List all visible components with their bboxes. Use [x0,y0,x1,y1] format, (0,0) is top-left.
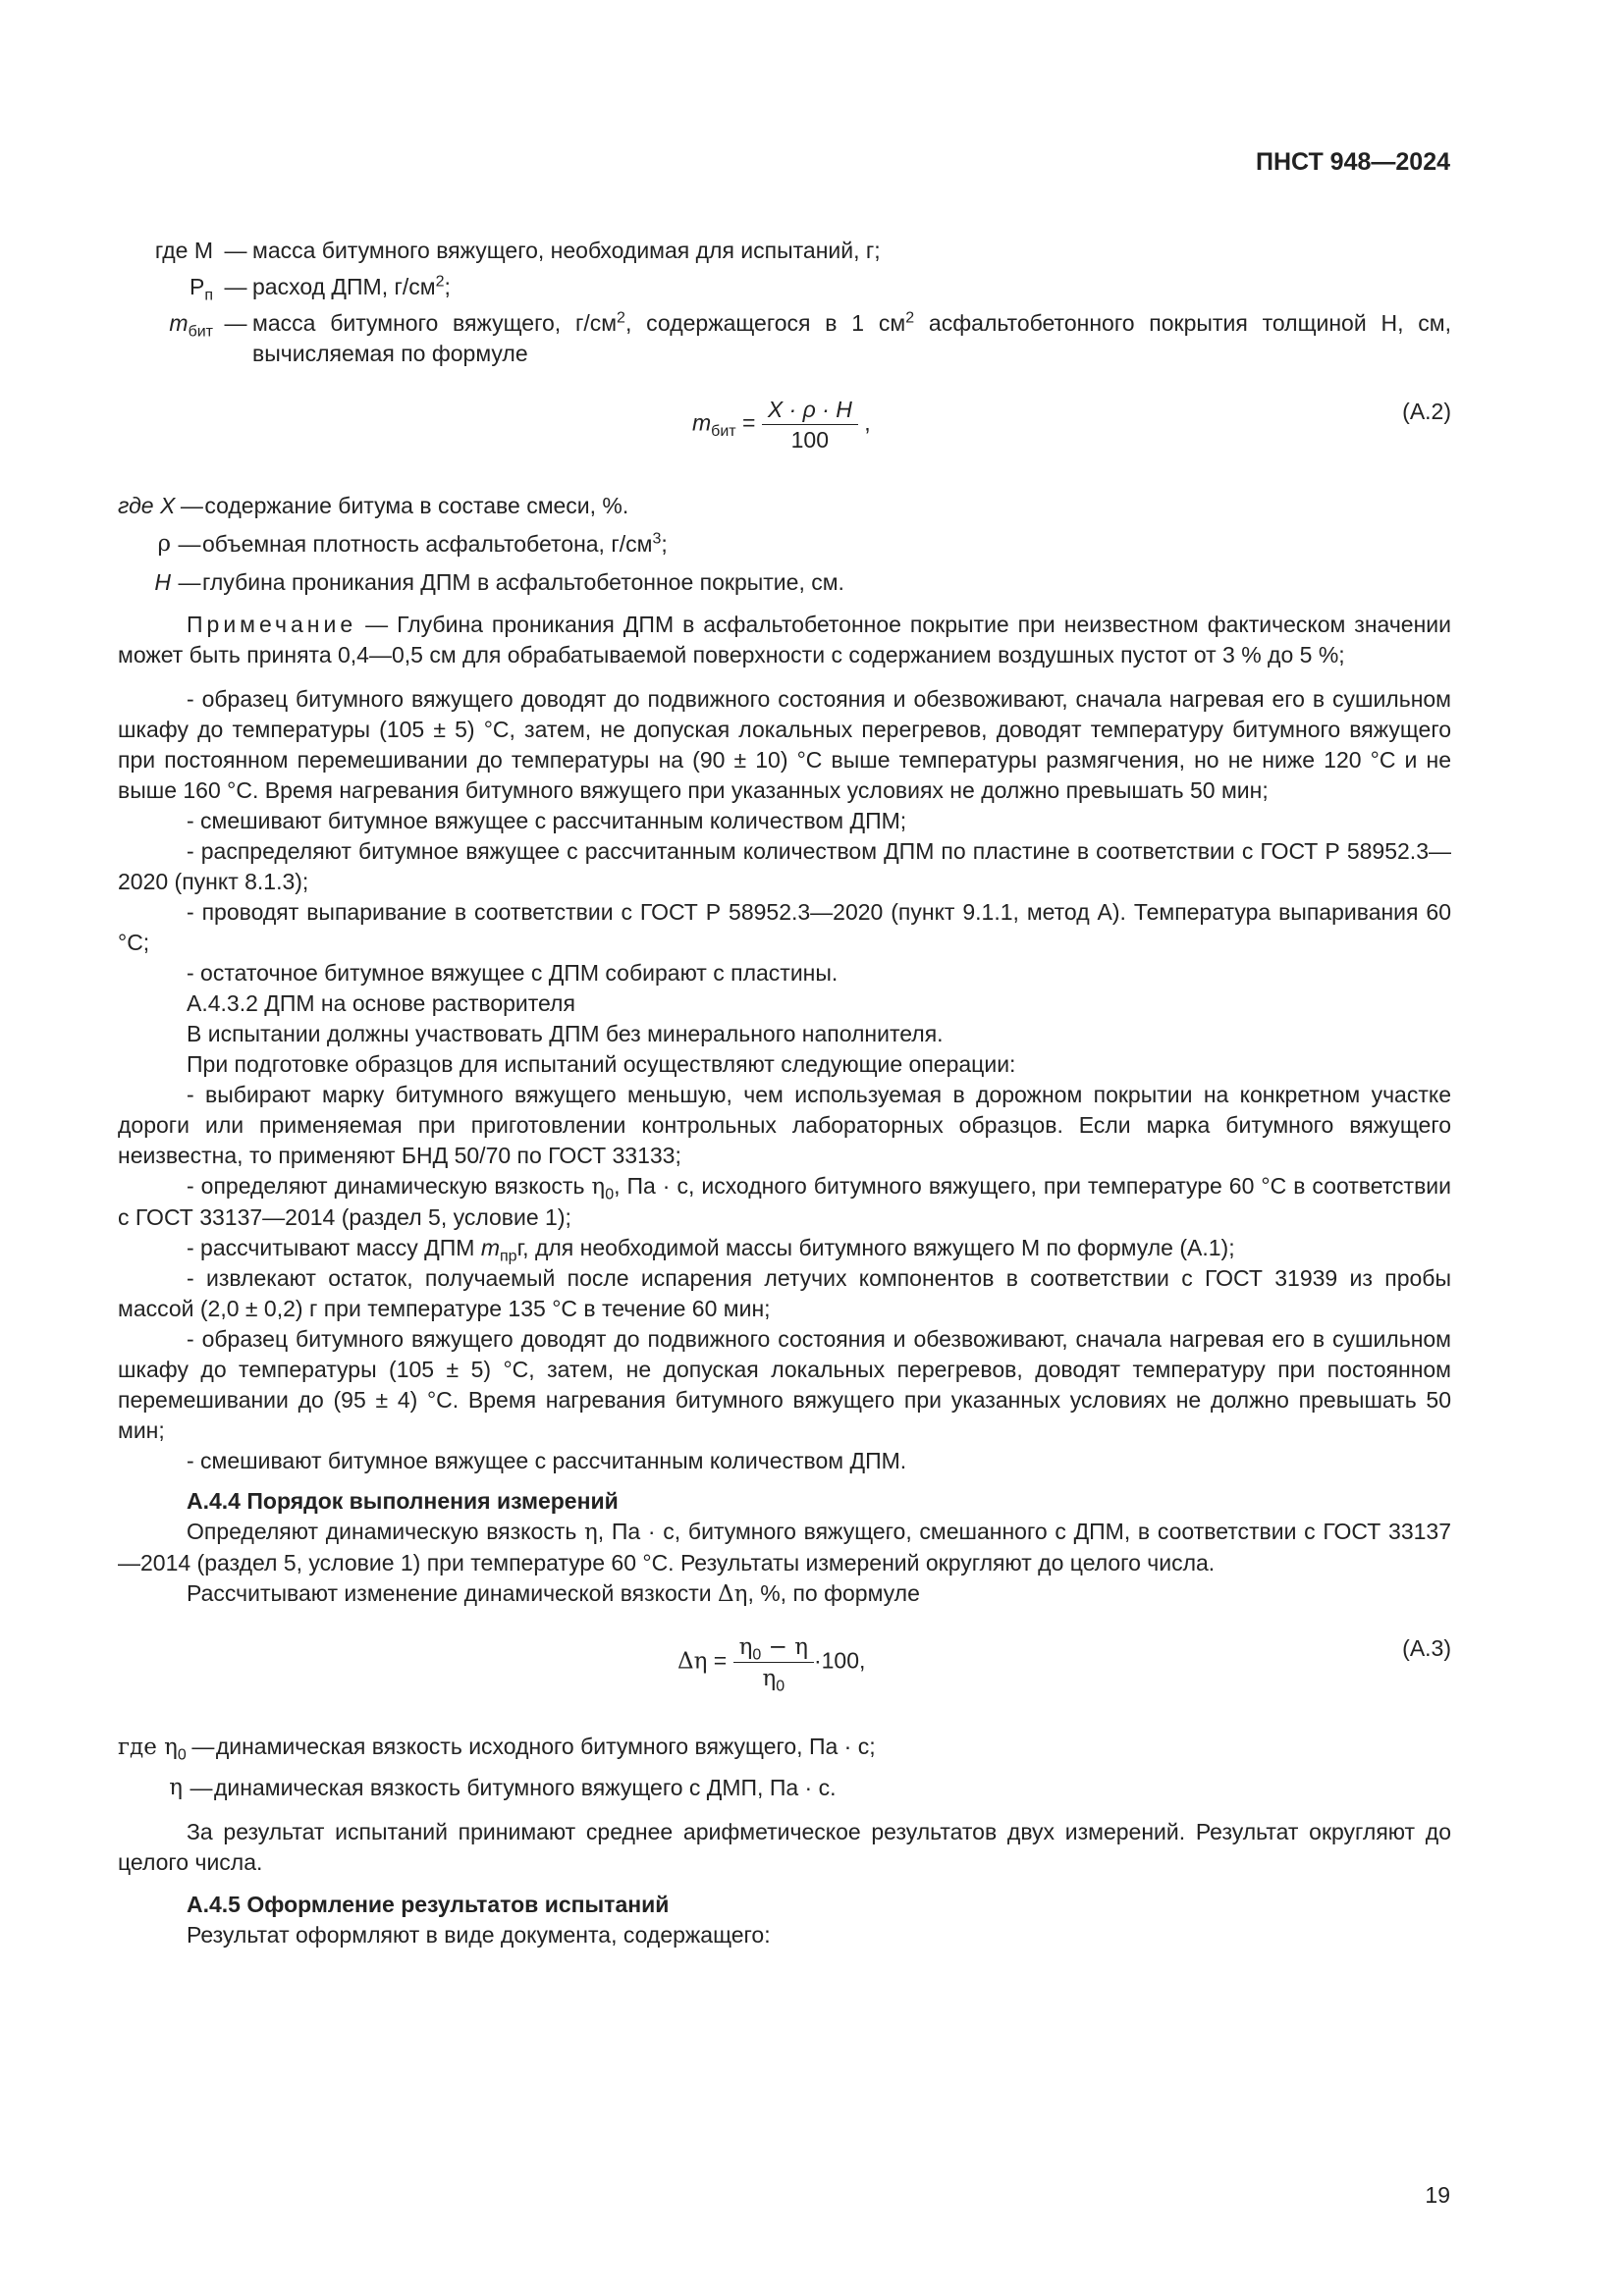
definition-text: объемная плотность асфальтобетона, $г/см^3$; [202,530,668,557]
section-paragraph: Результат оформляют в виде документа, содержащего: [187,1922,771,1948]
list-item: В испытании должны участвовать ДПМ без минерального наполнителя. [187,1021,944,1046]
list-item: - образец битумного вяжущего доводят до подвижного состояния и обезвоживают, сначала нагревая его в сушильном шкафу до температуры (105 ± 5) °С, затем, не допуская локальных перегревов, доводят температуру битумного вяжущего при постоянном перемешивании до температуры на (90 ± 10) °С выше температуры размягчения, но не ниже 120 °С и не выше 160 °С. Время нагревания битумного вяжущего при указанных условиях не должно превышать 50 мин; [118,686,1451,803]
list-item: - распределяют битумное вяжущее с рассчитанным количеством ДПМ по пластине в соответствии с ГОСТ Р 58952.3—2020 (пункт 8.1.3); [118,838,1451,894]
fraction: $\frac{X \cdot \rho \cdot H}{100}$ [762,395,858,454]
list-item: - проводят выпаривание в соответствии с ГОСТ Р 58952.3—2020 (пункт 9.1.1, метод А). Температура выпаривания 60 °С; [118,899,1451,955]
definition-symbol: η [169,1775,183,1800]
note-label: Примечание [187,612,357,637]
equation-number: (А.3) [1402,1635,1451,1661]
definition-item: η — динамическая вязкость битумного вяжущего с ДМП, Па · с. [118,1773,1451,1803]
definition-text: масса битумного вяжущего, $г/см^2$, содержащегося в 1 $см^2$ асфальтобетонного покрытия толщиной Н, см, вычисляемая по формуле [252,309,1451,366]
definition-text: расход ДПМ, $г/см^2$; [252,273,451,299]
equation-number: (А.2) [1402,399,1451,424]
definition-item [118,308,1451,369]
list-item: - определяют динамическую вязкость $\eta_0$, Па · с, исходного битумного вяжущего, при температуре 60 °С в соответствии с ГОСТ 33137—2014 (раздел 5, условие 1); [118,1173,1451,1230]
page-number: 19 [1425,2182,1450,2208]
definition-text: глубина проникания ДПМ в асфальтобетонное покрытие, см. [202,569,844,595]
list-item: - выбирают марку битумного вяжущего меньшую, чем используемая в дорожном покрытии на конкретном участке дороги или применяемая при приготовлении контрольных лабораторных образцов. Если марка битумного вяжущего неизвестна, то применяют БНД 50/70 по ГОСТ 33133; [118,1082,1451,1168]
definitions-block-1 [118,236,1451,369]
document-id-header: ПНСТ 948—2024 [1256,148,1450,176]
definition-item: где X — содержание битума в составе смеси, %. [118,491,1451,521]
definition-text: масса битумного вяжущего, необходимая для испытаний, г; [252,238,881,263]
definition-symbol: где X [118,493,176,518]
definition-text: содержание битума в составе смеси, %. [204,493,629,518]
list-item: - остаточное битумное вяжущее с ДПМ собирают с пластины. [187,960,839,986]
subsection-title: А.4.3.2 ДПМ на основе растворителя [187,990,575,1016]
formula-a3-expression: Δη = $\frac{\eta_0 - \eta}{\eta_0}$ ·100, [677,1631,865,1693]
section-a44 [118,1486,1451,1610]
definition-symbol: где М [154,238,213,263]
list-item: - рассчитывают массу ДПМ $m_{пр}г$, для необходимой массы битумного вяжущего М по формуле (А.1); [187,1235,1235,1265]
definitions-block-2 [118,491,1451,598]
note-text: — Глубина проникания ДПМ в асфальтобетонное покрытие при неизвестном фактическом значении может быть принята 0,4—0,5 см для обрабатываемой поверхности с содержанием воздушных пустот от 3 % до 5 %; [118,612,1451,667]
list-item: - извлекают остаток, получаемый после испарения летучих компонентов в соответствии с ГОСТ 31939 из пробы массой (2,0 ± 0,2) г при температуре 135 °С в течение 60 мин; [118,1265,1451,1321]
definition-item [118,236,1451,266]
definition-symbol: $m_{бит}$ [169,310,213,341]
definition-dash: — [224,310,247,336]
result-paragraph: За результат испытаний принимают среднее арифметическое результатов двух измерений. Результат округляют до целого числа. [118,1819,1451,1875]
list-item: - смешивают битумное вяжущее с рассчитанным количеством ДПМ; [187,808,907,833]
definition-dash: — [224,238,247,263]
definition-item: H — глубина проникания ДПМ в асфальтобетонное покрытие, см. [118,567,1451,598]
definition-text: динамическая вязкость исходного битумного вяжущего, Па · с; [215,1734,876,1759]
definition-item: где $\eta_0$ — динамическая вязкость исходного битумного вяжущего, Па · с; [118,1732,1451,1763]
formula-a3 [118,1628,1451,1722]
list-item: - смешивают битумное вяжущее с рассчитанным количеством ДПМ. [187,1448,907,1473]
definition-text: динамическая вязкость битумного вяжущего с ДМП, Па · с. [214,1775,837,1800]
formula-a2 [118,391,1451,479]
section-a45 [118,1890,1451,1950]
definitions-block-3 [118,1732,1451,1803]
definition-item: ρ — объемная плотность асфальтобетона, $г/см^3$; [118,529,1451,560]
section-heading: А.4.5 Оформление результатов испытаний [187,1892,670,1917]
list-item: - образец битумного вяжущего доводят до подвижного состояния и обезвоживают, сначала нагревая его в сушильном шкафу до температуры (105 ± 5) °С, затем, не допуская локальных перегревов, доводят температуру при постоянном перемешивании до (95 ± 4) °С. Время нагревания битумного вяжущего при указанных условиях не должно превышать 50 мин; [118,1326,1451,1443]
definition-symbol: $P_п$ [189,274,213,304]
definition-item [118,272,1451,302]
page-content [118,236,1451,1950]
section-heading: А.4.4 Порядок выполнения измерений [187,1488,619,1514]
definition-symbol: ρ [157,531,171,557]
definition-symbol: H [154,569,171,595]
note-paragraph [118,610,1451,670]
definition-symbol: где $\eta_0$ [118,1735,187,1764]
definition-dash: — [224,274,247,299]
list-item: При подготовке образцов для испытаний осуществляют следующие операции: [187,1051,1016,1077]
section-paragraph: Рассчитывают изменение динамической вязкости Δη, %, по формуле [187,1580,920,1607]
formula-a2-expression: $m_{бит}$ = $\frac{X \cdot \rho \cdot H}{100}$ , [692,397,871,453]
fraction: $\frac{\eta_0 - \eta}{\eta_0}$ [733,1631,814,1693]
section-paragraph: Определяют динамическую вязкость η, Па · с, битумного вяжущего, смешанного с ДПМ, в соответствии с ГОСТ 33137—2014 (раздел 5, условие 1) при температуре 60 °С. Результаты измерений округляют до целого числа. [118,1519,1451,1575]
procedure-list-1 [118,684,1451,1476]
